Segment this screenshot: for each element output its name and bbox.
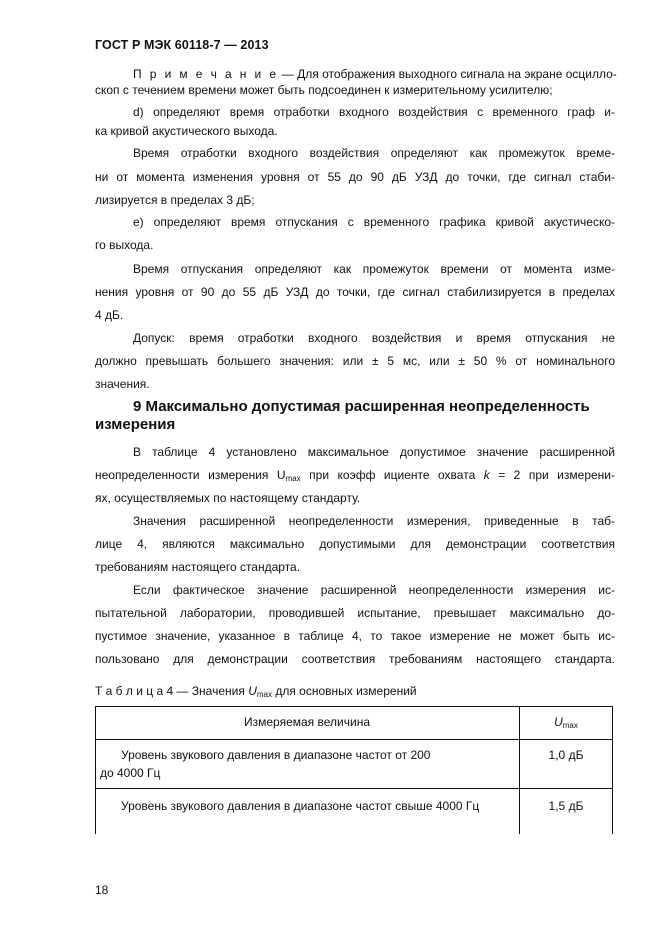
caption-text: для основных измерений bbox=[271, 684, 417, 698]
text-line: е) определяют время отпускания с временного графика кривой акустическо- bbox=[133, 215, 615, 229]
text-line: d) определяют время отработки входного воздействия с временного граф и- bbox=[133, 105, 615, 119]
text-line: лизируется в пределах 3 дБ; bbox=[95, 193, 255, 207]
table-cell-value: 1,0 дБ bbox=[548, 748, 584, 762]
text-line-with-symbols bbox=[95, 467, 615, 487]
note-line bbox=[133, 66, 615, 82]
table-header-divider bbox=[95, 739, 613, 740]
text-line: Значения расширенной неопределенности измерения, приведенные в таб- bbox=[133, 514, 615, 528]
text-line: 4 дБ. bbox=[95, 308, 124, 322]
text-line: го выхода. bbox=[95, 238, 154, 252]
text-line: требованиям настоящего стандарта. bbox=[95, 560, 301, 574]
text-line: пользовано для демонстрации соответствия требованиям настоящего стандарта. bbox=[95, 652, 615, 666]
section-title: 9 Максимально допустимая расширенная неопределенность bbox=[133, 398, 590, 415]
note-text: — Для отображения выходного сигнала на экране осцилло- bbox=[278, 67, 617, 81]
text-fragment: = 2 при измерени- bbox=[489, 468, 615, 482]
uncertainty-table bbox=[95, 706, 613, 834]
caption-text: Т а б л и ц а 4 — Значения bbox=[95, 684, 249, 698]
text-fragment: при коэфф ициенте охвата bbox=[300, 468, 484, 482]
table-border-top bbox=[95, 706, 613, 707]
table-header-u bbox=[519, 714, 613, 734]
text-line: лице 4, являются максимально допустимыми для демонстрации соответствия bbox=[95, 537, 615, 551]
table-header-quantity: Измеряемая величина bbox=[244, 715, 370, 729]
coverage-factor-symbol: k bbox=[483, 468, 490, 482]
text-fragment: неопределенности измерения U bbox=[95, 468, 286, 482]
text-line: Допуск: время отработки входного воздействия и время отпускания не bbox=[133, 331, 615, 345]
text-line: скоп с течением времени может быть подсоединен к измерительному усилителю; bbox=[95, 83, 553, 97]
text-line: значения. bbox=[95, 377, 150, 391]
table-caption bbox=[95, 684, 417, 699]
text-line: ка кривой акустического выхода. bbox=[95, 124, 278, 138]
table-cell-value: 1,5 дБ bbox=[548, 799, 584, 813]
table-cell-quantity: Уровень звукового давления в диапазоне частот от 200 bbox=[121, 748, 431, 762]
section-title-continued: измерения bbox=[95, 416, 176, 433]
table-cell-quantity-continued: до 4000 Гц bbox=[100, 766, 161, 780]
text-line: Время отработки входного воздействия определяют как промежуток време- bbox=[133, 146, 615, 160]
subscript-max: max bbox=[285, 474, 301, 483]
text-line: ни от момента изменения уровня от 55 до 90 дБ УЗД до точки, где сигнал стаби- bbox=[95, 170, 615, 184]
text-line: В таблице 4 установлено максимальное допустимое значение расширенной bbox=[133, 445, 615, 459]
header-symbol: U bbox=[554, 715, 563, 729]
text-line: пустимое значение, указанное в таблице 4, то такое измерение не может быть ис- bbox=[95, 629, 615, 643]
table-cell-quantity: Уровень звукового давления в диапазоне частот свыше 4000 Гц bbox=[121, 799, 480, 813]
caption-subscript: max bbox=[256, 690, 272, 699]
text-line: нения уровня от 90 до 55 дБ УЗД до точки, где сигнал стабилизируется в пределах bbox=[95, 285, 615, 299]
note-label: П р и м е ч а н и е bbox=[133, 67, 279, 81]
table-row-divider bbox=[95, 788, 613, 789]
text-line: пытательной лаборатории, проводившей испытание, превышает максимально до- bbox=[95, 606, 615, 620]
page-number: 18 bbox=[95, 883, 109, 897]
caption-symbol: U bbox=[248, 684, 257, 698]
header-subscript: max bbox=[562, 721, 578, 730]
document-header: ГОСТ Р МЭК 60118-7 — 2013 bbox=[95, 38, 269, 52]
text-line: ях, осуществляемых по настоящему стандарту. bbox=[95, 491, 361, 505]
text-line: должно превышать большего значения: или ± 5 мс, или ± 50 % от номинального bbox=[95, 354, 615, 368]
text-line: Время отпускания определяют как промежуток времени от момента изме- bbox=[133, 262, 615, 276]
text-line: Если фактическое значение расширенной неопределенности измерения ис- bbox=[133, 583, 615, 597]
